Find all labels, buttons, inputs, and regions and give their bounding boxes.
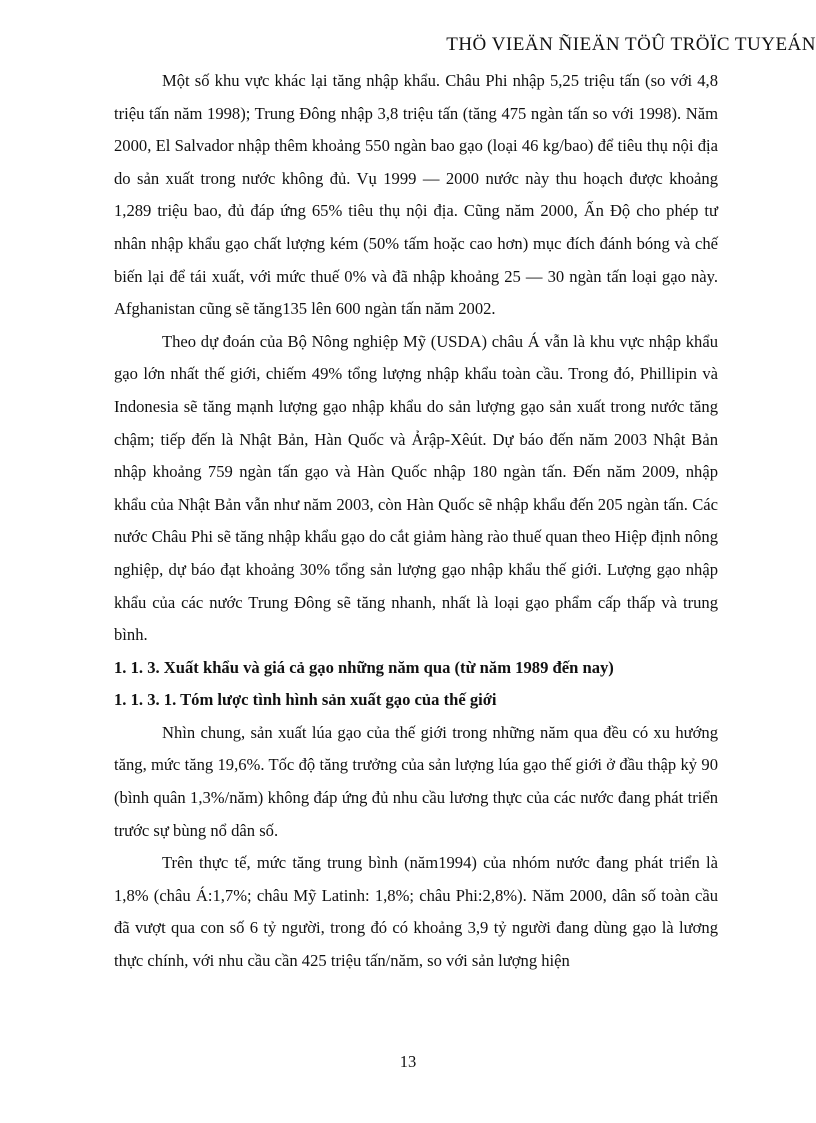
paragraph-usda-forecast: Theo dự đoán của Bộ Nông nghiệp Mỹ (USDA) châu Á vẫn là khu vực nhập khẩu gạo lớn nhất thế giới, chiếm 49% tổng lượng nhập khẩu toàn cầu. Trong đó, Phillipin và Indonesia sẽ tăng mạnh lượng gạo nhập khẩu do sản lượng gạo sản xuất trong nước tăng chậm; tiếp đến là Nhật Bản, Hàn Quốc và Ảrập-Xêút. Dự báo đến năm 2003 Nhật Bản nhập khoảng 759 ngàn tấn gạo và Hàn Quốc nhập 180 ngàn tấn. Đến năm 2009, nhập khẩu của Nhật Bản vẫn như năm 2003, còn Hàn Quốc sẽ nhập khẩu đến 205 ngàn tấn. Các nước Châu Phi sẽ tăng nhập khẩu gạo do cắt giảm hàng rào thuế quan theo Hiệp định nông nghiệp, dự báo đạt khoảng 30% tổng sản lượng gạo nhập khẩu thế giới. Lượng gạo nhập khẩu của các nước Trung Đông sẽ tăng nhanh, nhất là loại gạo phẩm cấp thấp và trung bình. — [114, 331, 718, 645]
page-header: THÖ VIEÄN ÑIEÄN TÖÛ TRÖÏC TUYEÁN — [446, 34, 816, 55]
document-body — [114, 65, 718, 978]
subsection-heading-production-summary: 1. 1. 3. 1. Tóm lược tình hình sản xuất gạo của thế giới — [114, 690, 497, 710]
paragraph-import-regions: Một số khu vực khác lại tăng nhập khẩu. Châu Phi nhập 5,25 triệu tấn (so với 4,8 triệu tấn năm 1998); Trung Đông nhập 3,8 triệu tấn (tăng 475 ngàn tấn so với 1998). Năm 2000, El Salvador nhập thêm khoảng 550 ngàn bao gạo (loại 46 kg/bao) để tiêu thụ nội địa do sản xuất trong nước không đủ. Vụ 1999 — 2000 nước này thu hoạch được khoảng 1,289 triệu bao, đủ đáp ứng 65% tiêu thụ nội địa. Cũng năm 2000, Ấn Độ cho phép tư nhân nhập khẩu gạo chất lượng kém (50% tấm hoặc cao hơn) mục đích đánh bóng và chế biến lại để tái xuất, với mức thuế 0% và đã nhập khoảng 25 — 30 ngàn tấn loại gạo này. Afghanistan cũng sẽ tăng135 lên 600 ngàn tấn năm 2002. — [114, 71, 718, 319]
paragraph-growth-rates: Trên thực tế, mức tăng trung bình (năm1994) của nhóm nước đang phát triển là 1,8% (châu Á:1,7%; châu Mỹ Latinh: 1,8%; châu Phi:2,8%). Năm 2000, dân số toàn cầu đã vượt qua con số 6 tỷ người, trong đó có khoảng 3,9 tỷ người đang dùng gạo là lương thực chính, với nhu cầu cần 425 triệu tấn/năm, so với sản lượng hiện — [114, 853, 718, 971]
paragraph-production-trend: Nhìn chung, sản xuất lúa gạo của thế giới trong những năm qua đều có xu hướng tăng, mức tăng 19,6%. Tốc độ tăng trưởng của sản lượng lúa gạo thế giới ở đầu thập kỷ 90 (bình quân 1,3%/năm) không đáp ứng đủ nhu cầu lương thực của các nước đang phát triển trước sự bùng nổ dân số. — [114, 722, 718, 840]
section-heading-export-prices: 1. 1. 3. Xuất khẩu và giá cả gạo những năm qua (từ năm 1989 đến nay) — [114, 657, 614, 677]
page-number: 13 — [399, 1052, 417, 1071]
